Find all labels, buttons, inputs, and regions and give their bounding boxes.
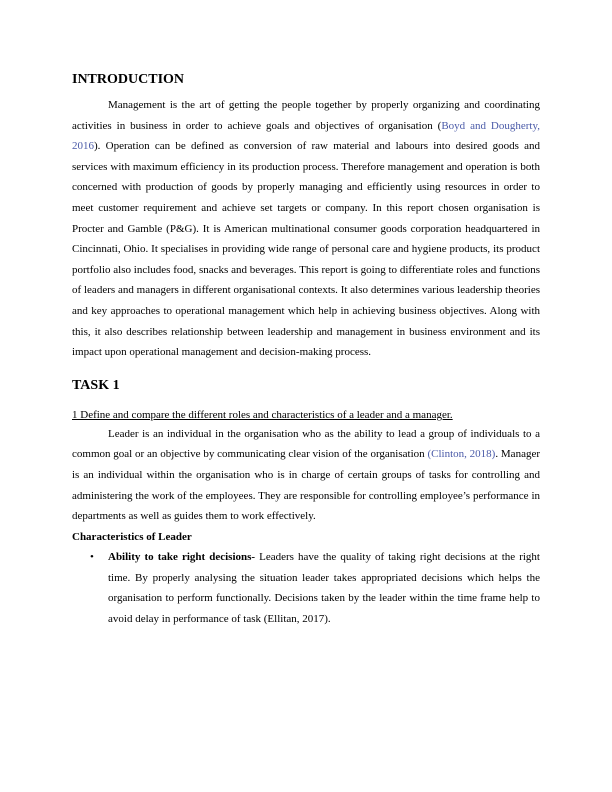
task1-question: 1 Define and compare the different roles and characteristics of a leader and a manager. [72, 408, 453, 421]
characteristics-heading: Characteristics of Leader [72, 530, 192, 543]
citation-clinton: (Clinton, 2018) [427, 448, 496, 461]
introduction-paragraph [72, 95, 540, 363]
introduction-text-b: ). Operation can be defined as conversion of raw material and labours into desired goods and services with maximum efficiency in its production process. Therefore management and operation is both concerned with production of goods by properly managing and efficiently using resources in order to meet customer requirement and achieve set targets or company. In this report chosen organisation is Procter and Gamble (P&G). It is American multinational consumer goods corporation headquartered in Cincinnati, Ohio. It specialises in providing wide range of personal care and hygiene products, its product portfolio also includes food, snacks and beverages. This report is going to differentiate roles and functions of leaders and managers in different organisational contexts. It also determines various leadership theories and key approaches to operational management which help in achieving business objectives. Along with this, it also describes relationship between leadership and management in business environment and its impact upon operational management and decision-making process. [72, 140, 540, 359]
task1-text-a: Leader is an individual in the organisation who as the ability to lead a group of individuals to a common goal or an objective by communicating clear vision of the organisation [72, 427, 540, 461]
characteristics-list [72, 547, 540, 629]
introduction-heading: INTRODUCTION [72, 72, 185, 87]
task1-heading: TASK 1 [72, 377, 120, 393]
page-content [72, 71, 540, 630]
introduction-text-a: Management is the art of getting the people together by properly organizing and coordinating activities in business in order to achieve goals and objectives of organisation ( [72, 99, 540, 132]
bullet-text: Leaders have the quality of taking right decisions at the right time. By properly analysing the situation leader takes appropriated decisions which helps the organisation to perform functionally. Decisions taken by the leader within the time frame help to avoid delay in performance of task (Ellitan, 2017). [108, 551, 540, 626]
task1-text-b: . Manager is an individual within the organisation who is in charge of certain groups of tasks for controlling and administering the work of the employees. They are responsible for controlling employee’s performance in departments as well as guides them to work effectively. [72, 448, 540, 523]
task1-paragraph [72, 424, 540, 527]
bullet-icon: • [90, 551, 94, 564]
bullet-title: Ability to take right decisions- [108, 551, 256, 564]
list-item [72, 547, 540, 629]
citation-boyd-dougherty: Boyd and Dougherty, 2016 [72, 119, 540, 153]
